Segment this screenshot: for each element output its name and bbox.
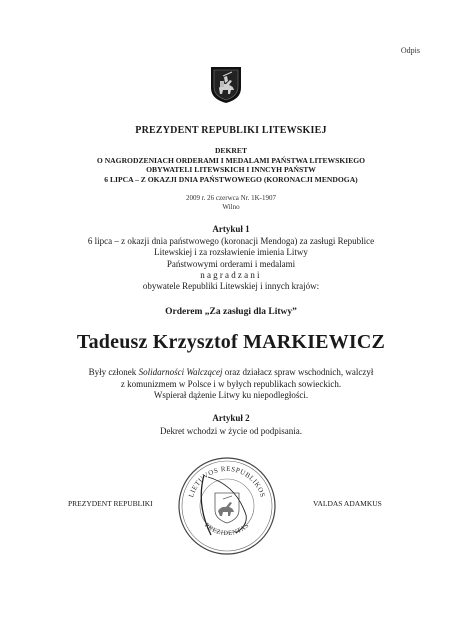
seal-top-text: LIETUVOS RESPUBLIKOS xyxy=(187,464,267,499)
signature-title: PREZYDENT REPUBLIKI xyxy=(68,499,153,508)
recipient-description xyxy=(0,367,462,402)
signature-name: VALDAS ADAMKUS xyxy=(313,499,382,508)
decree-title-block xyxy=(0,146,462,184)
description-line-2: z komunizmem w Polsce i w byłych republikach sowieckich. xyxy=(120,378,342,389)
description-line-1-end: oraz działacz spraw wschodnich, walczył xyxy=(222,367,374,377)
article-1-line-1: 6 lipca – z okazji dnia państwowego (koronacji Mendoga) za zasługi Republice xyxy=(87,236,375,246)
seal-bottom-text: PREZIDENTAS xyxy=(203,521,251,538)
decree-title-line-2: OBYWATELI LITEWSKICH I INNCYH PAŃSTW xyxy=(146,165,316,175)
president-heading: PREZYDENT REPUBLIKI LITEWSKIEJ xyxy=(135,125,327,136)
order-title: Orderem „Za zasługi dla Litwy” xyxy=(165,307,297,317)
decree-place: Wilno xyxy=(222,203,240,211)
copy-label: Odpis xyxy=(400,46,420,55)
decree-date-number: 2009 r. 26 czerwca Nr. 1K-1907 xyxy=(185,194,276,202)
article-1-line-2: Litewskiej i za rozsławienie imienia Litwy xyxy=(154,247,308,258)
article-1-title: Artykuł 1 xyxy=(212,224,250,234)
decree-date-block xyxy=(0,194,462,212)
description-line-1 xyxy=(0,367,462,379)
recipient-name: Tadeusz Krzysztof MARKIEWICZ xyxy=(76,331,386,353)
article-1-body xyxy=(0,236,462,292)
article-2-body: Dekret wchodzi w życie od podpisania. xyxy=(160,426,302,436)
vytis-coat-of-arms-icon xyxy=(210,66,242,104)
description-organization: Solidarności Walczącej xyxy=(138,367,223,377)
article-2-title: Artykuł 2 xyxy=(212,413,250,423)
description-line-3: Wspierał dążenie Litwy ku niepodległości. xyxy=(153,390,309,400)
article-1-line-5: obywatele Republiki Litewskiej i innych krajów: xyxy=(142,281,320,292)
decree-label: DEKRET xyxy=(214,146,248,155)
description-line-1-start: Były członek xyxy=(88,367,139,377)
article-1-line-3: Państwowymi orderami i medalami xyxy=(166,258,296,269)
presidential-seal-icon xyxy=(176,455,278,557)
article-1-line-4: nagradzani xyxy=(200,269,262,280)
decree-title-line-1: O NAGRODZENIACH ORDERAMI I MEDALAMI PAŃSTWA LITEWSKIEGO xyxy=(96,155,366,165)
decree-title-line-3: 6 LIPCA – Z OKAZJI DNIA PAŃSTWOWEGO (KORONACJI MENDOGA) xyxy=(104,174,358,184)
